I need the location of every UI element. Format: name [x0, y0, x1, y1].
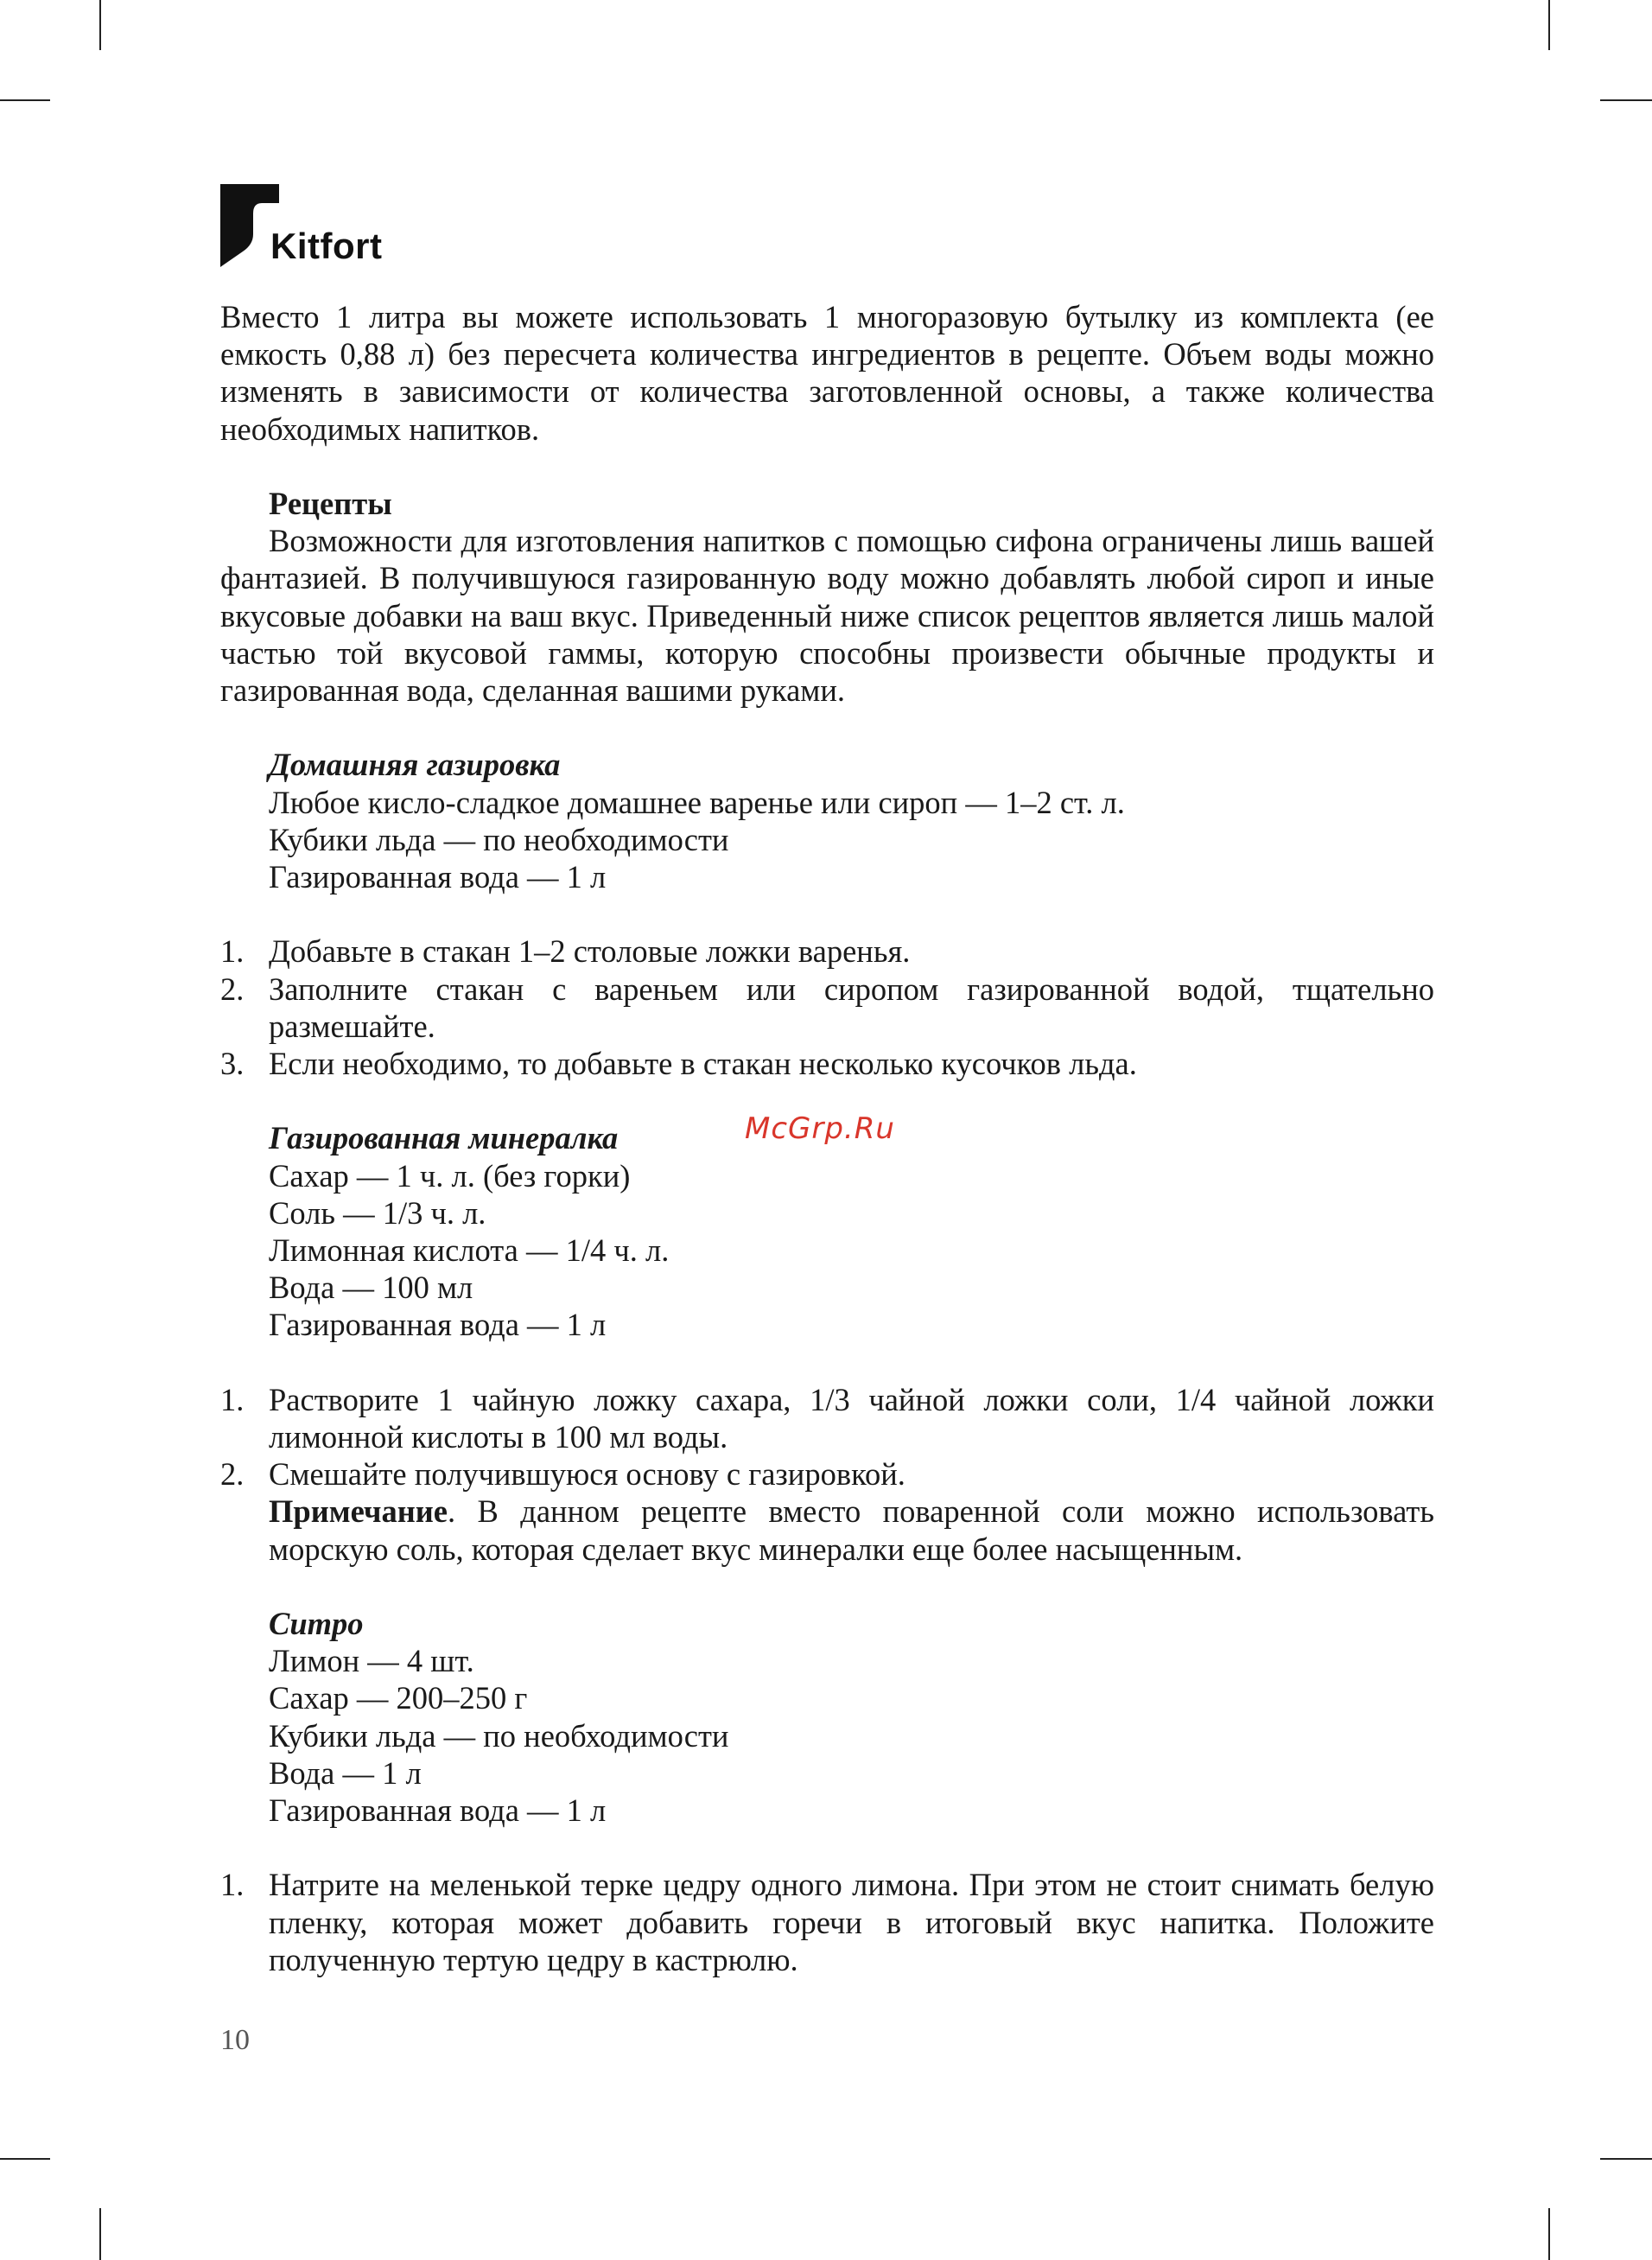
steps-list: [220, 1866, 1434, 1978]
watermark: McGrp.Ru: [745, 1111, 895, 1146]
ingredient-item: Газированная вода — 1 л: [269, 1792, 607, 1829]
ingredient-item: Сахар — 1 ч. л. (без горки): [269, 1157, 631, 1194]
crop-mark: [1600, 2158, 1652, 2160]
crop-mark: [99, 0, 101, 50]
intro-paragraph: Вместо 1 литра вы можете использовать 1 многоразовую бутылку из комплекта (ее емкость 0,88 л) без пересчета количества ингредиентов в рецепте. Объем воды можно изменять в зависимости от количества заготовленной основы, а также количества необходимых напитков.: [220, 299, 1434, 447]
steps-list: [220, 1381, 1434, 1493]
page-number: 10: [220, 2024, 250, 2056]
step-item: [220, 1455, 1434, 1493]
ingredient-item: Лимонная кислота — 1/4 ч. л.: [269, 1232, 670, 1269]
section-paragraph: Возможности для изготовления напитков с помощью сифона ограничены лишь вашей фантазией. В получившуюся газированную воду можно добавлять любой сироп и иные вкусовые добавки на ваш вкус. Приведенный ниже список рецептов является лишь малой частью той вкусовой гаммы, которую способны произвести обычные продукты и газированная вода, сделанная вашими руками.: [220, 523, 1434, 709]
ingredient-item: Сахар — 200–250 г: [269, 1680, 528, 1716]
ingredient-item: Лимон — 4 шт.: [269, 1643, 474, 1679]
ingredient-item: Вода — 100 мл: [269, 1270, 473, 1306]
step-text: Если необходимо, то добавьте в стакан несколько кусочков льда.: [269, 1046, 1137, 1082]
step-text: Натрите на меленькой терке цедру одного лимона. При этом не стоит снимать белую пленку, которая может добавить горечи в итоговый вкус напитка. Положите полученную тертую цедру в кастрюлю.: [269, 1867, 1434, 1977]
recipe-title: Ситро: [269, 1606, 364, 1642]
step-item: [220, 971, 1434, 1045]
note-label: Примечание: [269, 1493, 448, 1530]
step-text: Заполните стакан с вареньем или сиропом газированной водой, тщательно размешайте.: [269, 971, 1434, 1044]
step-text: Добавьте в стакан 1–2 столовые ложки варенья.: [269, 933, 911, 970]
step-number: 1.: [220, 1867, 245, 1903]
crop-mark: [1548, 0, 1550, 50]
step-item: [220, 1381, 1434, 1455]
step-number: 1.: [220, 1381, 245, 1417]
ingredient-item: Кубики льда — по необходимости: [269, 821, 729, 857]
section-title: Рецепты: [269, 486, 392, 521]
ingredient-list: [220, 1157, 1434, 1344]
step-text: Растворите 1 чайную ложку сахара, 1/3 чайной ложки соли, 1/4 чайной ложки лимонной кислоты в 100 мл воды.: [269, 1381, 1434, 1455]
steps-list: [220, 933, 1434, 1082]
recipe-title: Домашняя газировка: [269, 747, 561, 783]
step-item: [220, 1045, 1434, 1082]
step-number: 2.: [220, 971, 245, 1007]
step-number: 2.: [220, 1456, 245, 1493]
note-paragraph: [220, 1493, 1434, 1567]
ingredient-item: Газированная вода — 1 л: [269, 859, 607, 895]
crop-mark: [0, 2158, 50, 2160]
ingredient-item: Кубики льда — по необходимости: [269, 1717, 729, 1754]
crop-mark: [1600, 99, 1652, 101]
ingredient-list: [220, 1642, 1434, 1829]
step-number: 1.: [220, 933, 245, 970]
step-number: 3.: [220, 1046, 245, 1082]
step-text: Смешайте получившуюся основу с газировкой.: [269, 1456, 905, 1493]
ingredient-list: [220, 784, 1434, 896]
step-item: [220, 1866, 1434, 1978]
crop-mark: [0, 99, 50, 101]
recipe-title: Газированная минералка: [269, 1120, 619, 1156]
note-text: . В данном рецепте вместо поваренной соли можно использовать морскую соль, которая сделает вкус минералки еще более насыщенным.: [269, 1493, 1434, 1567]
ingredient-item: Вода — 1 л: [269, 1754, 422, 1791]
crop-mark: [1548, 2208, 1550, 2260]
ingredient-item: Соль — 1/3 ч. л.: [269, 1194, 486, 1231]
step-item: [220, 933, 1434, 970]
ingredient-item: Газированная вода — 1 л: [269, 1307, 607, 1343]
brand-name: Kitfort: [270, 226, 383, 266]
ingredient-item: Любое кисло-сладкое домашнее варенье или сироп — 1–2 ст. л.: [269, 784, 1125, 820]
crop-mark: [99, 2208, 101, 2260]
